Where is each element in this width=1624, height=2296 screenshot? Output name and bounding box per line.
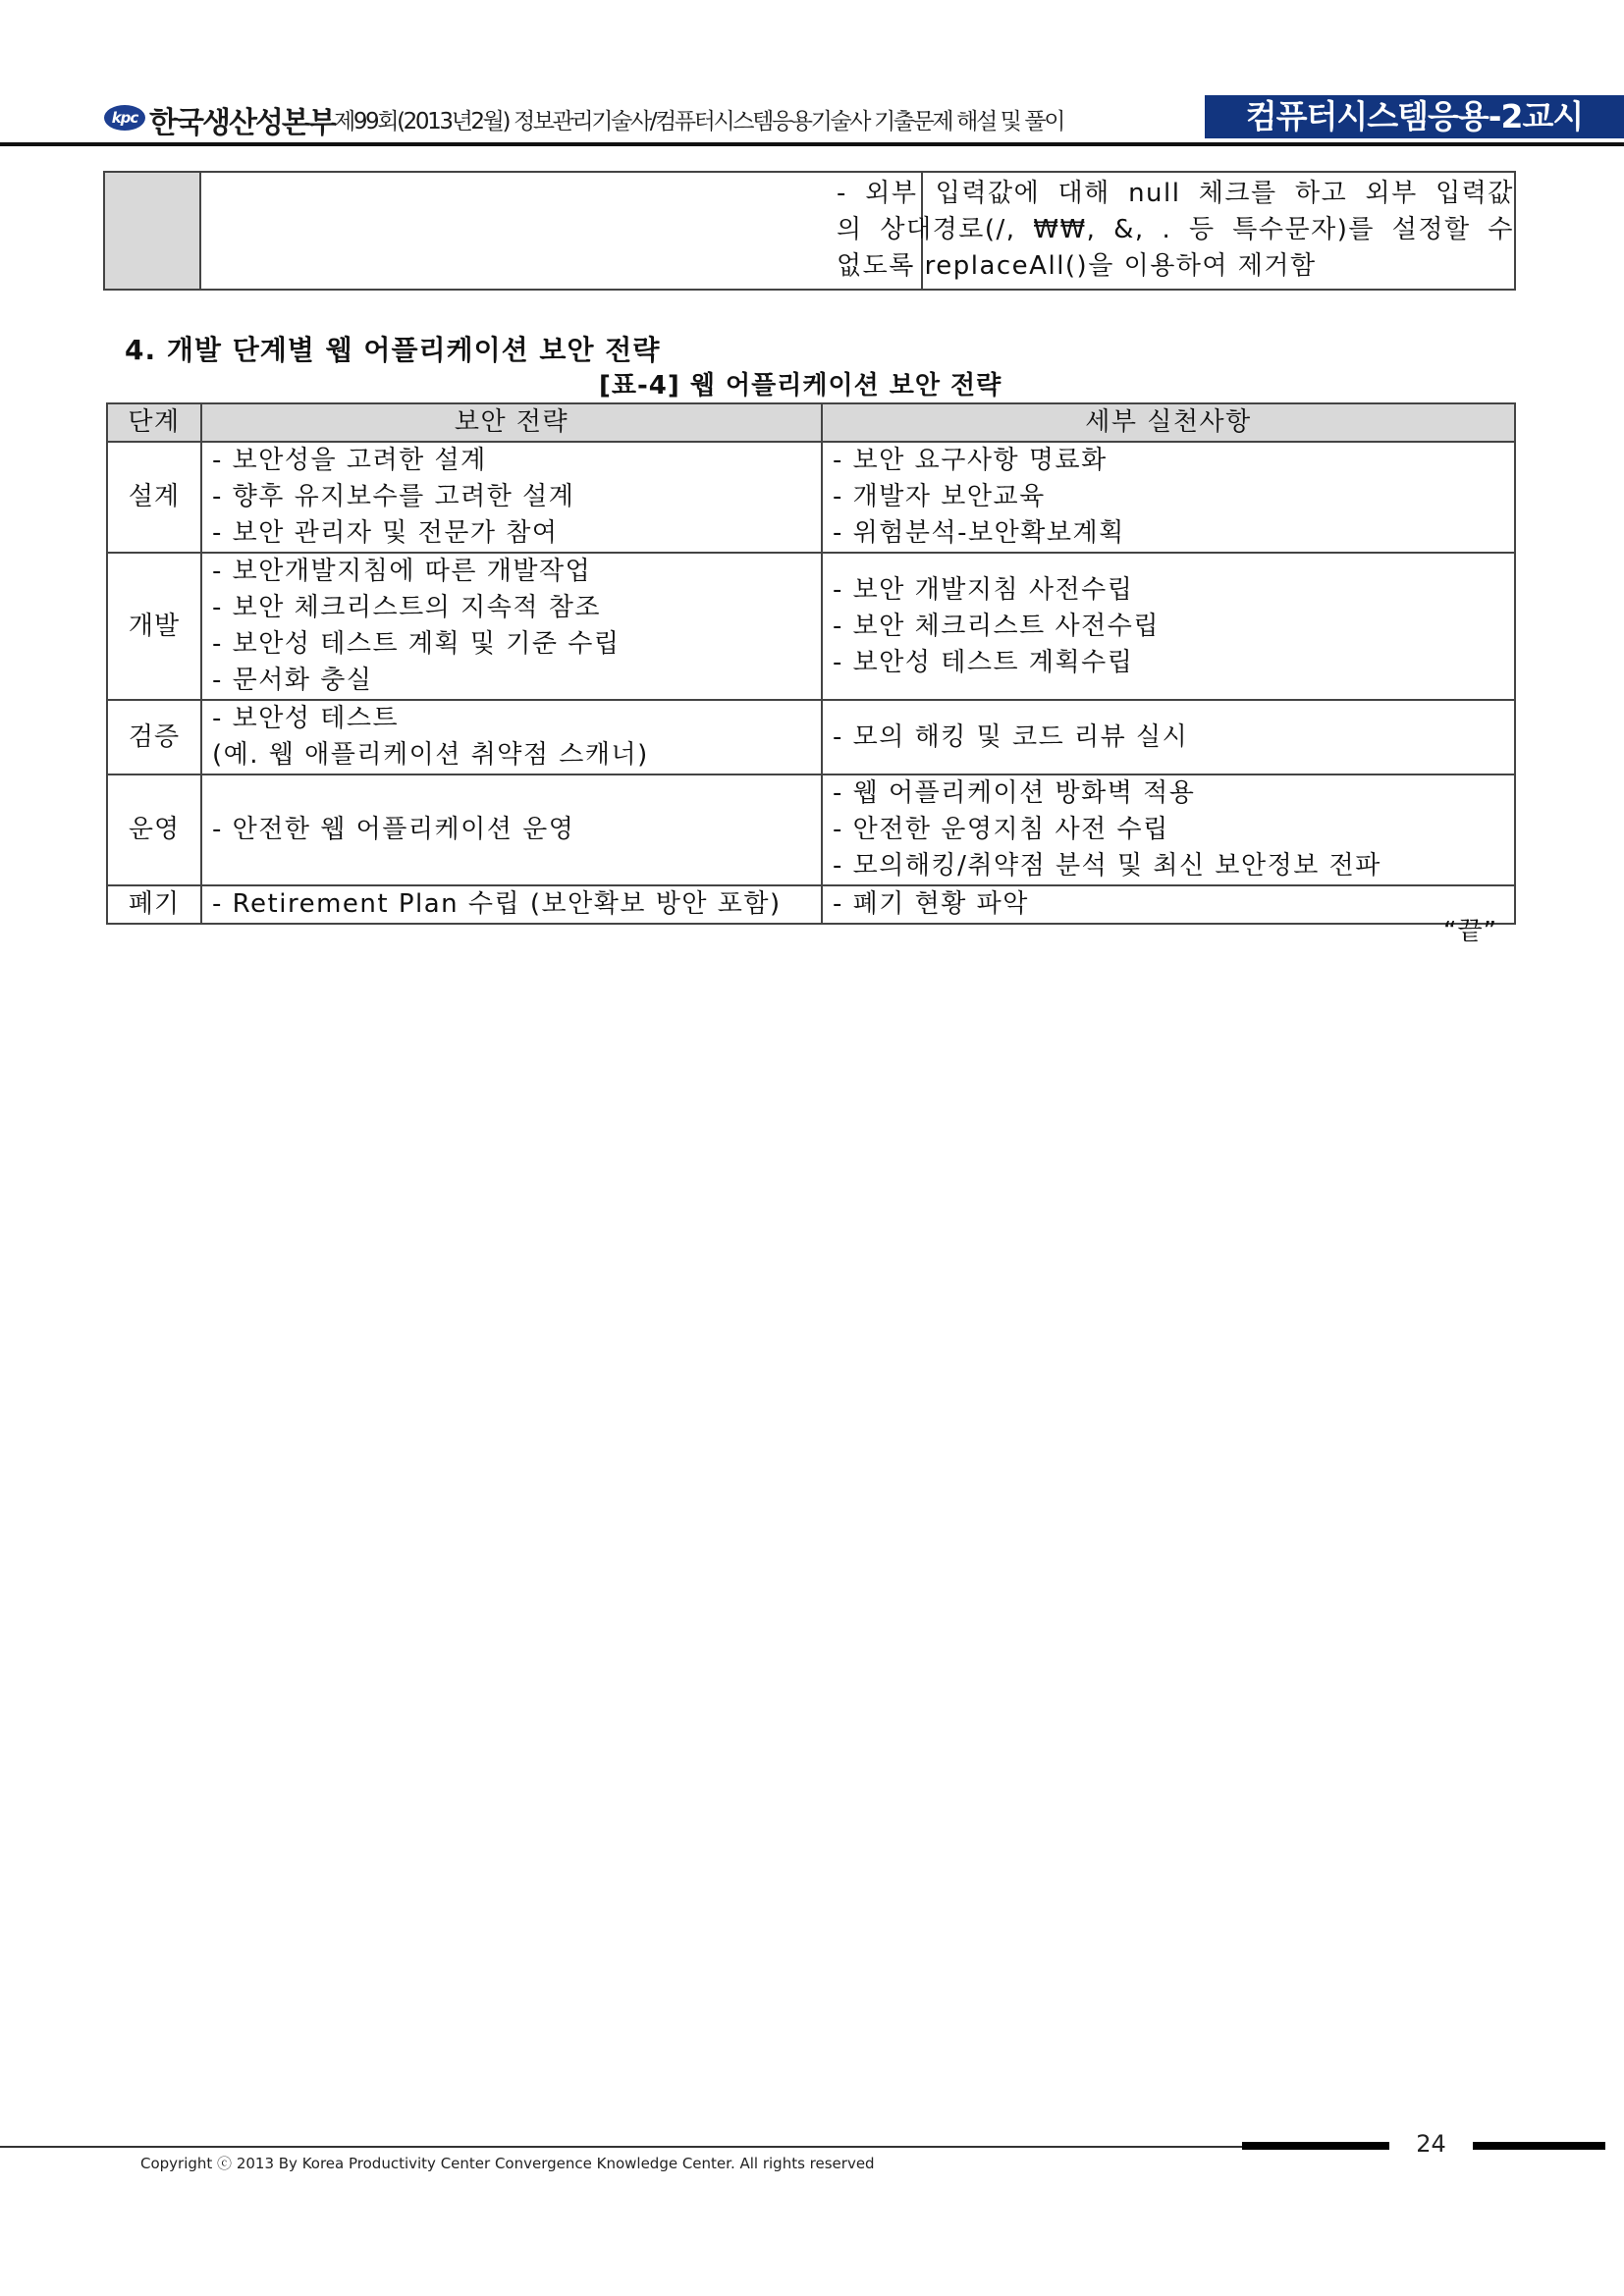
table-row <box>107 700 1515 774</box>
end-mark: “끝” <box>1443 917 1498 946</box>
strategy-cell <box>201 442 822 553</box>
practice-cell <box>822 774 1515 885</box>
header-practice: 세부 실천사항 <box>822 403 1515 442</box>
strategy-item: (예. 웹 애플리케이션 취약점 스캐너) <box>212 740 649 770</box>
continuation-table <box>103 171 1516 291</box>
strategy-item: - 보안개발지침에 따른 개발작업 <box>212 557 592 586</box>
table-row <box>107 553 1515 700</box>
practice-item: - 웹 어플리케이션 방화벽 적용 <box>833 778 1196 808</box>
word: 등 <box>1188 215 1216 244</box>
copyright-notice: Copyright ⓒ 2013 By Korea Productivity Center Convergence Knowledge Center. All rights reserved <box>140 2155 875 2172</box>
stage-label: 설계 <box>128 482 181 511</box>
word: 수 <box>1488 215 1514 244</box>
practice-item: - 폐기 현황 파악 <box>833 889 1029 919</box>
practice-item: - 보안성 테스트 계획수립 <box>833 647 1134 677</box>
word: . <box>1162 215 1172 244</box>
word: 특수문자)를 <box>1232 215 1376 244</box>
strategy-item: - 향후 유지보수를 고려한 설계 <box>212 482 575 511</box>
practice-item: - 위험분석-보안확보계획 <box>833 518 1125 548</box>
table-header-row <box>107 403 1515 442</box>
table-row <box>107 774 1515 885</box>
stage-cell <box>107 553 201 700</box>
continuation-line-2 <box>837 212 1514 248</box>
table-row <box>107 442 1515 553</box>
continuation-stage-cell <box>105 173 201 289</box>
practice-item: - 모의해킹/취약점 분석 및 최신 보안정보 전파 <box>833 851 1381 881</box>
stage-label: 폐기 <box>128 889 181 919</box>
word: 설정할 <box>1391 215 1471 244</box>
footer-bar-right <box>1473 2142 1605 2150</box>
stage-cell <box>107 442 201 553</box>
practice-item: - 안전한 운영지침 사전 수립 <box>833 815 1169 844</box>
strategy-cell <box>201 885 822 924</box>
strategy-cell <box>201 700 822 774</box>
word: null <box>1128 179 1181 208</box>
word: &, <box>1113 215 1145 244</box>
word: 입력값에 <box>935 179 1041 208</box>
stage-label: 운영 <box>128 815 181 844</box>
word: - <box>837 179 847 208</box>
organization-name: 한국생산성본부 <box>149 106 335 140</box>
header-divider <box>0 142 1624 146</box>
table-row <box>107 885 1515 924</box>
strategy-cell <box>201 553 822 700</box>
strategy-item: - 보안 체크리스트의 지속적 참조 <box>212 593 601 622</box>
word: 입력값 <box>1435 179 1514 208</box>
practice-item: - 보안 체크리스트 사전수립 <box>833 611 1160 641</box>
continuation-strategy-cell <box>201 173 923 289</box>
word: 의 <box>837 215 863 244</box>
table-caption: [표-4] 웹 어플리케이션 보안 전략 <box>599 371 1002 400</box>
practice-item: - 개발자 보안교육 <box>833 482 1046 511</box>
practice-item: - 보안 개발지침 사전수립 <box>833 574 1134 605</box>
footer-bar-left <box>1242 2142 1389 2150</box>
header-strategy: 보안 전략 <box>201 403 822 442</box>
continuation-line-3: 없도록 replaceAll()을 이용하여 제거함 <box>837 251 1317 281</box>
practice-cell <box>822 553 1515 700</box>
stage-label: 검증 <box>128 721 181 752</box>
continuation-detail-cell <box>837 173 1514 289</box>
word: 체크를 <box>1198 179 1277 208</box>
word: 대해 <box>1057 179 1110 208</box>
practice-cell <box>822 700 1515 774</box>
exam-info: 제99회(2013년2월) 정보관리기술사/컴퓨터시스템응용기술사 기출문제 해설 및 풀이 <box>334 109 1064 134</box>
word: 하고 <box>1294 179 1348 208</box>
word: 외부 <box>1365 179 1418 208</box>
footer-divider <box>0 2146 1242 2148</box>
continuation-line-1 <box>837 176 1514 212</box>
page-number: 24 <box>1416 2130 1446 2158</box>
section-heading: 4. 개발 단계별 웹 어플리케이션 보안 전략 <box>125 334 661 366</box>
practice-item: - 모의 해킹 및 코드 리뷰 실시 <box>833 721 1189 752</box>
word: 외부 <box>865 179 918 208</box>
stage-cell <box>107 700 201 774</box>
strategy-item: - Retirement Plan 수립 (보안확보 방안 포함) <box>212 889 782 919</box>
strategy-item: - 보안성 테스트 <box>212 704 400 733</box>
strategy-item: - 안전한 웹 어플리케이션 운영 <box>212 815 575 844</box>
strategy-cell <box>201 774 822 885</box>
strategy-item: - 보안성을 고려한 설계 <box>212 446 487 475</box>
kpc-logo: kpc <box>104 105 145 131</box>
header-stage: 단계 <box>107 403 201 442</box>
word: ₩₩, <box>1033 215 1097 244</box>
strategy-item: - 보안성 테스트 계획 및 기준 수립 <box>212 629 621 659</box>
stage-cell <box>107 774 201 885</box>
strategy-item: - 문서화 충실 <box>212 666 373 695</box>
strategy-item: - 보안 관리자 및 전문가 참여 <box>212 518 559 548</box>
stage-label: 개발 <box>128 611 181 641</box>
page-header <box>0 93 1624 146</box>
subject-title: 컴퓨터시스템응용-2교시 <box>1205 95 1624 138</box>
word: 상대경로(/, <box>880 215 1016 244</box>
practice-item: - 보안 요구사항 명료화 <box>833 446 1108 475</box>
practice-cell <box>822 442 1515 553</box>
stage-cell <box>107 885 201 924</box>
practice-cell <box>822 885 1515 924</box>
security-strategy-table <box>106 402 1516 925</box>
